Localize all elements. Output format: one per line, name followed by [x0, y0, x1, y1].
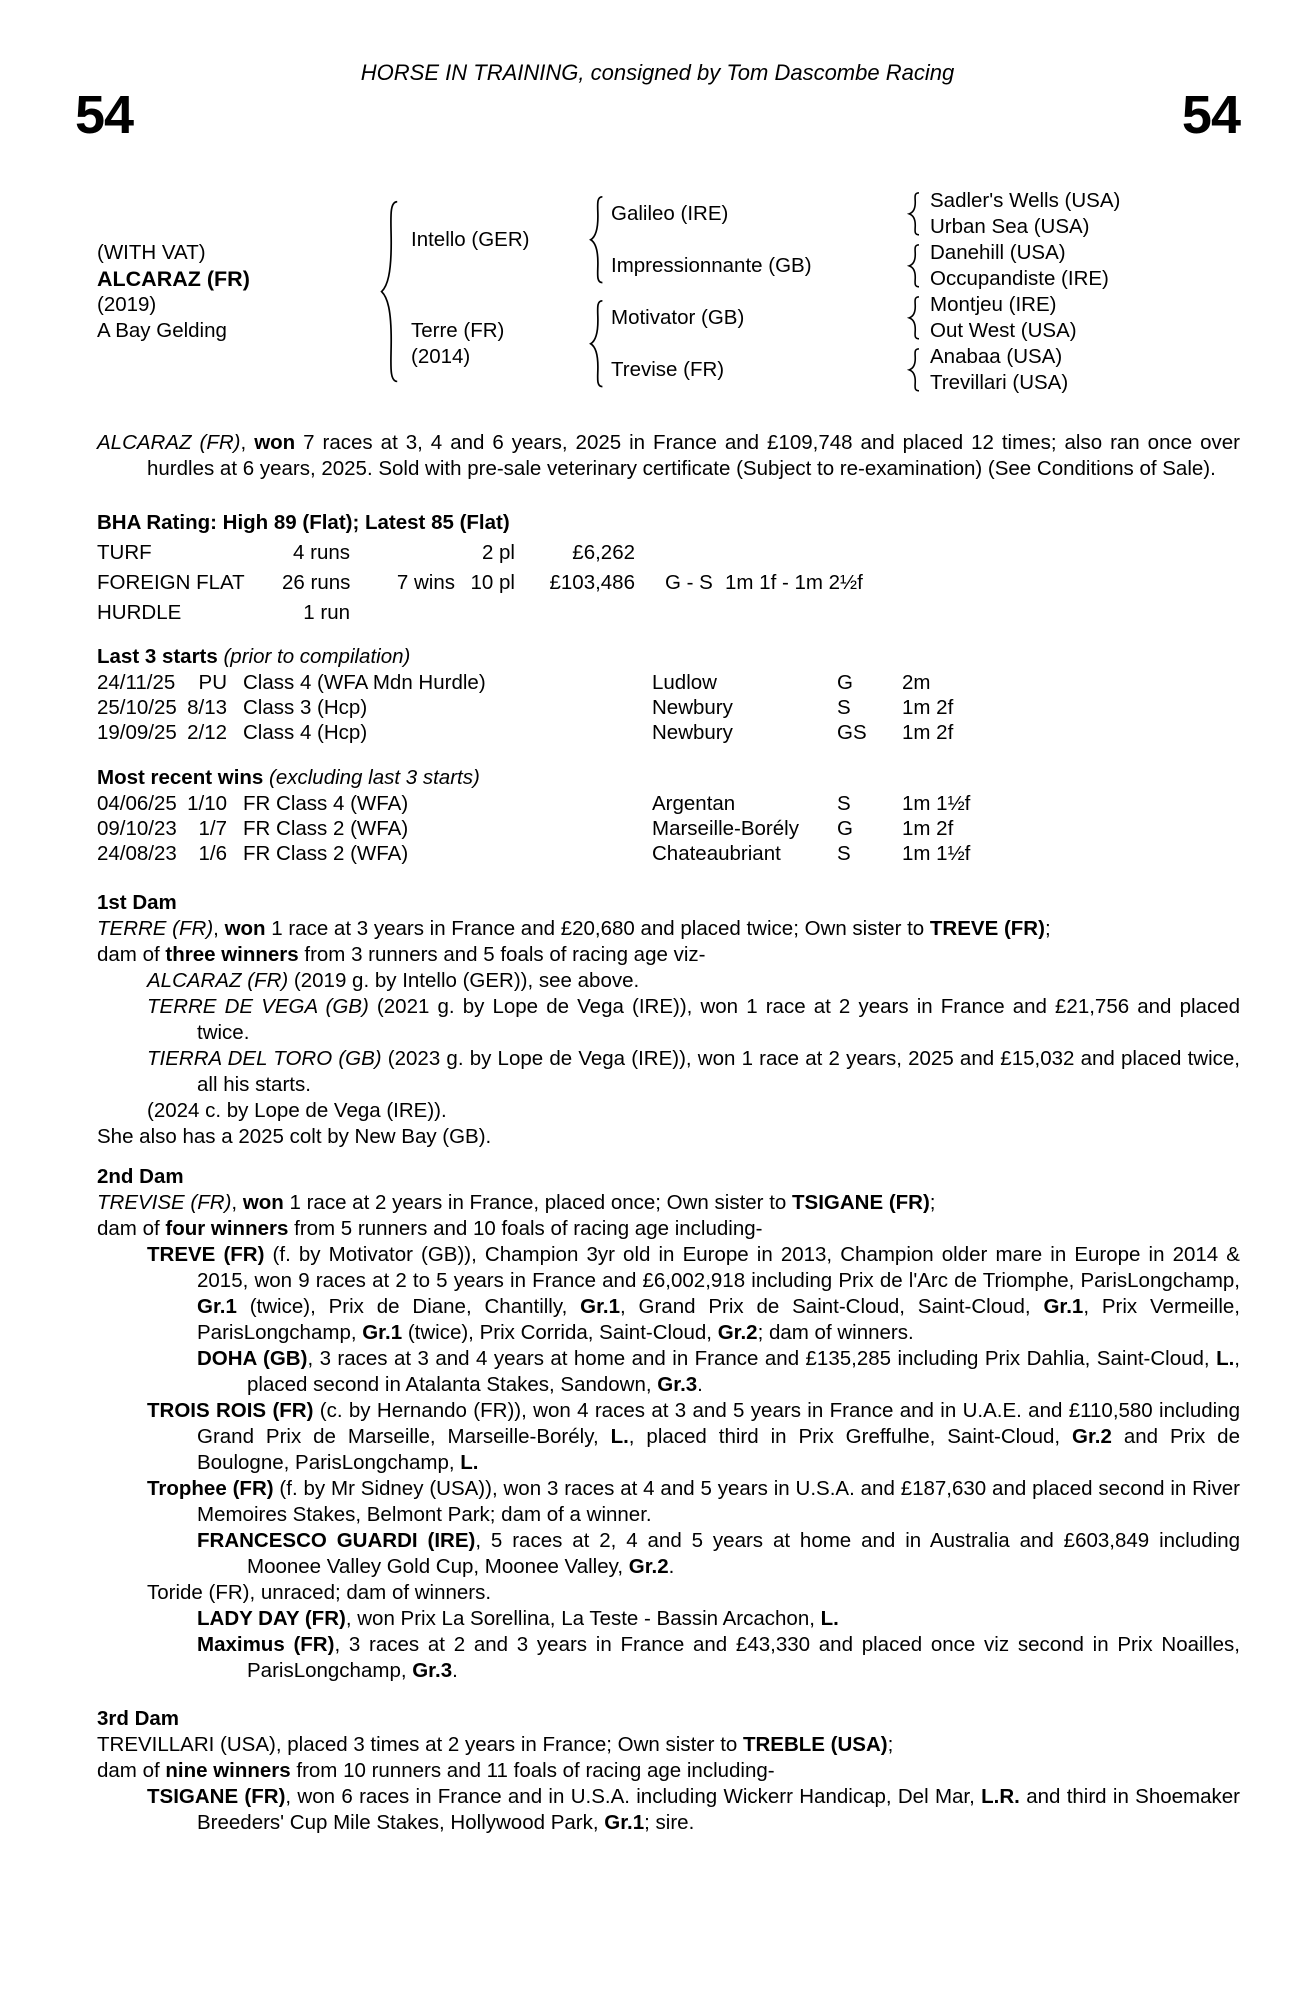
emphasis-text: four winners [165, 1217, 289, 1240]
emphasis-text: L. [1216, 1347, 1235, 1370]
body-text: , 3 races at 2 and 3 years in France and £43,330 and placed once viz second in Prix Noailles, ParisLongchamp, [247, 1633, 1241, 1682]
pedigree-brace-icon [899, 292, 930, 344]
table-cell [515, 598, 635, 628]
horse-description: A Bay Gelding [97, 319, 227, 342]
emphasis-text: L.R. [981, 1785, 1020, 1808]
body-text: from 3 runners and 5 foals of racing age viz- [298, 943, 706, 966]
catalog-paragraph [97, 1190, 1240, 1216]
body-text: (twice), Prix de Diane, Chantilly, [236, 1295, 581, 1318]
emphasis-text: FRANCESCO GUARDI (IRE) [197, 1529, 476, 1552]
great-grandparent-name: Trevillari (USA) [930, 371, 1069, 394]
lot-number-row [0, 85, 1315, 145]
body-text: 1 race at 3 years in France and £20,680 and placed twice; Own sister to [265, 917, 930, 940]
lot-number-left: 54 [75, 85, 134, 145]
catalog-paragraph [97, 1784, 1240, 1836]
body-text: , Prix Vermeille, ParisLongchamp, [197, 1295, 1241, 1344]
body-text: , [240, 431, 255, 454]
emphasis-text: TERRE (FR) [97, 917, 214, 940]
catalog-paragraph [97, 1124, 1240, 1150]
table-row [97, 816, 1240, 841]
catalog-paragraph [97, 1098, 1240, 1124]
body-text: (2021 g. by Lope de Vega (IRE)), won 1 race at 2 years in France and £21,756 and placed twice. [197, 995, 1240, 1044]
grandparent-name: Galileo (IRE) [611, 202, 729, 225]
catalog-paragraph [97, 1606, 1240, 1632]
table-cell: 1/7 [198, 817, 227, 840]
emphasis-text: TERRE DE VEGA (GB) [147, 995, 369, 1018]
first-dam-paragraphs [97, 916, 1240, 1150]
table-cell: GS [837, 721, 867, 744]
table-cell: 1m 2f [902, 696, 954, 719]
table-cell: TURF [97, 541, 152, 564]
section-subtitle: (excluding last 3 starts) [269, 766, 480, 789]
body-text: (f. by Motivator (GB)), Champion 3yr old in Europe in 2013, Champion older mare in Europe in 2014 & 2015, won 9 races at 2 to 5 years in France and £6,002,918 including Prix de l'Arc de Triomphe, ParisLongchamp, [197, 1243, 1240, 1292]
emphasis-text: L. [820, 1607, 839, 1630]
body-text: (twice), Prix Corrida, Saint-Cloud, [402, 1321, 718, 1344]
body-text: ; sire. [644, 1811, 695, 1834]
catalog-paragraph [97, 1580, 1240, 1606]
consignor-line: HORSE IN TRAINING, consigned by Tom Dascombe Racing [360, 60, 955, 85]
dam-name: Terre (FR) [411, 319, 505, 342]
pedigree-tree [97, 188, 1240, 396]
table-cell [635, 538, 725, 568]
table-cell: FR Class 4 (WFA) [243, 792, 409, 815]
body-text: TREVILLARI (USA), placed 3 times at 2 years in France; Own sister to [97, 1733, 743, 1756]
body-text: , placed second in Atalanta Stakes, Sandown, [247, 1347, 1240, 1396]
emphasis-text: won [254, 431, 296, 454]
emphasis-text: Gr.2 [628, 1555, 669, 1578]
table-row [97, 670, 1240, 695]
body-text: , 3 races at 3 and 4 years at home and in France and £135,285 including Prix Dahlia, Saint-Cloud, [307, 1347, 1217, 1370]
table-cell: S [837, 792, 851, 815]
emphasis-text: TREVE (FR) [929, 917, 1045, 940]
emphasis-text: Gr.3 [657, 1373, 698, 1396]
body-text: ; [887, 1733, 894, 1756]
third-dam-paragraphs [97, 1732, 1240, 1836]
dam-block [411, 292, 583, 396]
table-cell: 8/13 [187, 696, 227, 719]
table-cell: 1m 1f - 1m 2½f [725, 571, 863, 594]
great-grandparent-name: Sadler's Wells (USA) [930, 189, 1121, 212]
table-cell: £6,262 [572, 541, 635, 564]
table-cell [350, 538, 455, 568]
table-cell: 1m 1½f [902, 842, 971, 865]
table-cell [725, 538, 1240, 568]
table-cell: 1 run [303, 601, 350, 624]
body-text: dam of [97, 1759, 166, 1782]
body-text: 1 race at 2 years in France, placed once; Own sister to [283, 1191, 792, 1214]
most-recent-wins-section [97, 765, 1240, 866]
catalog-paragraph [97, 1758, 1240, 1784]
grandparent-name: Motivator (GB) [611, 306, 745, 329]
table-cell: PU [198, 671, 227, 694]
table-cell: S [837, 696, 851, 719]
section-title: Last 3 starts [97, 645, 218, 668]
body-text: She also has a 2025 colt by New Bay (GB). [97, 1125, 492, 1148]
table-cell: Marseille-Borély [652, 817, 799, 840]
table-row [97, 598, 1240, 628]
table-cell: HURDLE [97, 601, 182, 624]
emphasis-text: TREVISE (FR) [97, 1191, 232, 1214]
emphasis-text: Gr.2 [1072, 1425, 1112, 1448]
table-cell: 10 pl [470, 571, 515, 594]
table-cell: Chateaubriant [652, 842, 781, 865]
first-dam-section [97, 890, 1240, 1150]
great-grandparent-name: Montjeu (IRE) [930, 293, 1057, 316]
table-row [97, 538, 1240, 568]
table-cell: 1/10 [187, 792, 227, 815]
body-text: . [697, 1373, 703, 1396]
body-text: , Grand Prix de Saint-Cloud, Saint-Cloud, [620, 1295, 1044, 1318]
body-text: 7 races at 3, 4 and 6 years, 2025 in France and £109,748 and placed 12 times; also ran once over hurdles at 6 years, 2025. Sold with pre-sale veterinary certificate (Subject to re-examination) (See Conditions of Sale). [147, 431, 1240, 480]
body-text: ; dam of winners. [757, 1321, 914, 1344]
catalog-paragraph [97, 1398, 1240, 1476]
body-text: from 10 runners and 11 foals of racing age including- [290, 1759, 775, 1782]
table-cell: FR Class 2 (WFA) [243, 817, 409, 840]
horse-foaling-year: (2019) [97, 293, 157, 316]
emphasis-text: Trophee (FR) [147, 1477, 274, 1500]
body-text: , [213, 917, 225, 940]
emphasis-text: TIERRA DEL TORO (GB) [147, 1047, 382, 1070]
emphasis-text: Gr.1 [1043, 1295, 1084, 1318]
first-dam-heading: 1st Dam [97, 891, 177, 914]
table-cell: 24/08/23 [97, 842, 177, 865]
table-cell: 09/10/23 [97, 817, 177, 840]
body-text: , won Prix La Sorellina, La Teste - Bassin Arcachon, [345, 1607, 821, 1630]
horse-name: ALCARAZ (FR) [97, 267, 250, 291]
emphasis-text: Gr.1 [197, 1295, 237, 1318]
body-text: , won 6 races in France and in U.S.A. including Wickerr Handicap, Del Mar, [285, 1785, 982, 1808]
catalog-paragraph [97, 942, 1240, 968]
table-cell: 1m 2f [902, 817, 954, 840]
emphasis-text: won [242, 1191, 284, 1214]
last-3-starts-section [97, 644, 1240, 745]
emphasis-text: Gr.2 [717, 1321, 758, 1344]
emphasis-text: three winners [165, 943, 299, 966]
last-3-starts-heading [97, 644, 1240, 670]
body-text: and third in Shoemaker Breeders' Cup Mile Stakes, Hollywood Park, [197, 1785, 1241, 1834]
table-row [97, 720, 1240, 745]
most-recent-wins-heading [97, 765, 1240, 791]
body-text: , 5 races at 2, 4 and 5 years at home and in Australia and £603,849 including Moonee Valley Gold Cup, Moonee Valley, [247, 1529, 1240, 1578]
table-row [97, 791, 1240, 816]
emphasis-text: TSIGANE (FR) [792, 1191, 930, 1214]
pedigree-brace-icon [899, 344, 930, 396]
great-grandparent-name: Out West (USA) [930, 319, 1077, 342]
catalog-paragraph [97, 916, 1240, 942]
body-text: and Prix de Boulogne, ParisLongchamp, [197, 1425, 1240, 1474]
body-text: (2024 c. by Lope de Vega (IRE)). [147, 1099, 447, 1122]
table-cell: Newbury [652, 721, 733, 744]
table-cell: Argentan [652, 792, 736, 815]
great-grandparent-name: Danehill (USA) [930, 241, 1066, 264]
table-cell: Class 4 (Hcp) [243, 721, 368, 744]
emphasis-text: nine winners [165, 1759, 291, 1782]
second-dam-section [97, 1164, 1240, 1684]
page-content [97, 188, 1240, 1836]
body-text: ; [929, 1191, 936, 1214]
catalog-paragraph [97, 1528, 1240, 1580]
table-cell: 2 pl [481, 541, 515, 564]
grandparent-name: Trevise (FR) [611, 358, 725, 381]
table-cell: 4 runs [293, 541, 350, 564]
table-cell: 24/11/25 [97, 671, 176, 694]
table-cell: S [837, 842, 851, 865]
table-row [97, 841, 1240, 866]
table-cell: 1m 2f [902, 721, 954, 744]
table-cell: 1m 1½f [902, 792, 971, 815]
table-cell: £103,486 [549, 571, 635, 594]
emphasis-text: Gr.1 [362, 1321, 403, 1344]
table-cell: Newbury [652, 696, 733, 719]
body-text: dam of [97, 1217, 166, 1240]
catalog-paragraph [97, 1632, 1240, 1684]
second-dam-paragraphs [97, 1190, 1240, 1684]
table-cell: Ludlow [652, 671, 717, 694]
emphasis-text: Gr.3 [412, 1659, 453, 1682]
table-cell [350, 598, 455, 628]
catalog-paragraph [97, 430, 1240, 482]
table-cell: 25/10/25 [97, 696, 177, 719]
body-text: (f. by Mr Sidney (USA)), won 3 races at 4 and 5 years in U.S.A. and £187,630 and placed second in River Memoires Stakes, Belmont Park; dam of a winner. [197, 1477, 1240, 1526]
table-cell: G [837, 671, 853, 694]
most-recent-wins-table [97, 791, 1240, 866]
second-dam-heading: 2nd Dam [97, 1165, 184, 1188]
pedigree-brace-icon [899, 240, 930, 292]
table-cell: 1/6 [198, 842, 227, 865]
emphasis-text: Gr.1 [604, 1811, 645, 1834]
bha-rating-title: BHA Rating: High 89 (Flat); Latest 85 (Flat) [97, 511, 510, 534]
table-row [97, 695, 1240, 720]
table-cell: G [837, 817, 853, 840]
body-text: , [231, 1191, 243, 1214]
body-text: ; [1044, 917, 1051, 940]
rating-section [97, 508, 1240, 628]
catalog-paragraph [97, 1346, 1240, 1398]
emphasis-text: TREBLE (USA) [742, 1733, 888, 1756]
emphasis-text: TSIGANE (FR) [147, 1785, 286, 1808]
pedigree-brace-icon [583, 292, 611, 396]
table-cell: Class 3 (Hcp) [243, 696, 368, 719]
body-text: . [452, 1659, 458, 1682]
catalog-paragraph [97, 994, 1240, 1046]
race-summary-paragraph [97, 430, 1240, 482]
table-cell: G - S [665, 571, 713, 594]
table-cell: FOREIGN FLAT [97, 571, 245, 594]
grandparent-name: Impressionnante (GB) [611, 254, 812, 277]
table-cell: 04/06/25 [97, 792, 177, 815]
great-grandparent-name: Occupandiste (IRE) [930, 267, 1109, 290]
catalog-paragraph [97, 1046, 1240, 1098]
emphasis-text: LADY DAY (FR) [197, 1607, 346, 1630]
great-grandparent-name: Anabaa (USA) [930, 345, 1063, 368]
body-text: . [668, 1555, 675, 1578]
emphasis-text: TROIS ROIS (FR) [147, 1399, 314, 1422]
dam-foaling-year: (2014) [411, 345, 471, 368]
catalog-paragraph [97, 1242, 1240, 1346]
pedigree-brace-icon [369, 188, 411, 396]
emphasis-text: Maximus (FR) [197, 1633, 335, 1656]
body-text: (c. by Hernando (FR)), won 4 races at 3 and 5 years in France and in U.A.E. and £110,580 including Grand Prix de Marseille, Marseille-Borély, [197, 1399, 1240, 1448]
table-cell: 26 runs [282, 571, 351, 594]
vat-note: (WITH VAT) [97, 241, 206, 264]
emphasis-text: L. [460, 1451, 479, 1474]
table-cell: 7 wins [396, 571, 455, 594]
third-dam-section [97, 1706, 1240, 1836]
table-cell [455, 598, 515, 628]
emphasis-text: TREVE (FR) [147, 1243, 265, 1266]
section-title: Most recent wins [97, 766, 264, 789]
sire-name: Intello (GER) [411, 228, 530, 251]
table-cell: 2m [902, 671, 931, 694]
emphasis-text: Gr.1 [580, 1295, 621, 1318]
third-dam-heading: 3rd Dam [97, 1707, 180, 1730]
body-text: from 5 runners and 10 foals of racing age including- [288, 1217, 763, 1240]
pedigree-brace-icon [583, 188, 611, 292]
pedigree-brace-icon [899, 188, 930, 240]
table-cell: 2/12 [187, 721, 227, 744]
table-cell: Class 4 (WFA Mdn Hurdle) [243, 671, 486, 694]
body-text: dam of [97, 943, 166, 966]
emphasis-text: won [224, 917, 266, 940]
catalog-paragraph [97, 1476, 1240, 1528]
emphasis-text: ALCARAZ (FR) [147, 969, 289, 992]
horse-info-block [97, 240, 369, 344]
catalog-paragraph [97, 1732, 1240, 1758]
catalog-paragraph [97, 968, 1240, 994]
table-cell: 19/09/25 [97, 721, 177, 744]
emphasis-text: L. [610, 1425, 629, 1448]
section-subtitle: (prior to compilation) [223, 645, 411, 668]
body-text: Toride (FR), unraced; dam of winners. [147, 1581, 492, 1604]
great-grandparent-name: Urban Sea (USA) [930, 215, 1090, 238]
table-cell [635, 598, 725, 628]
catalog-paragraph [97, 1216, 1240, 1242]
lot-number-right: 54 [1181, 85, 1240, 145]
last-3-starts-table [97, 670, 1240, 745]
emphasis-text: DOHA (GB) [197, 1347, 308, 1370]
table-cell: FR Class 2 (WFA) [243, 842, 409, 865]
body-text: (2019 g. by Intello (GER)), see above. [288, 969, 640, 992]
body-text: (2023 g. by Lope de Vega (IRE)), won 1 race at 2 years, 2025 and £15,032 and placed twice, all his starts. [197, 1047, 1240, 1096]
table-row [97, 568, 1240, 598]
race-record-summary-table [97, 538, 1240, 628]
table-cell [725, 598, 1240, 628]
emphasis-text: ALCARAZ (FR) [97, 431, 241, 454]
body-text: , placed third in Prix Greffulhe, Saint-Cloud, [628, 1425, 1072, 1448]
